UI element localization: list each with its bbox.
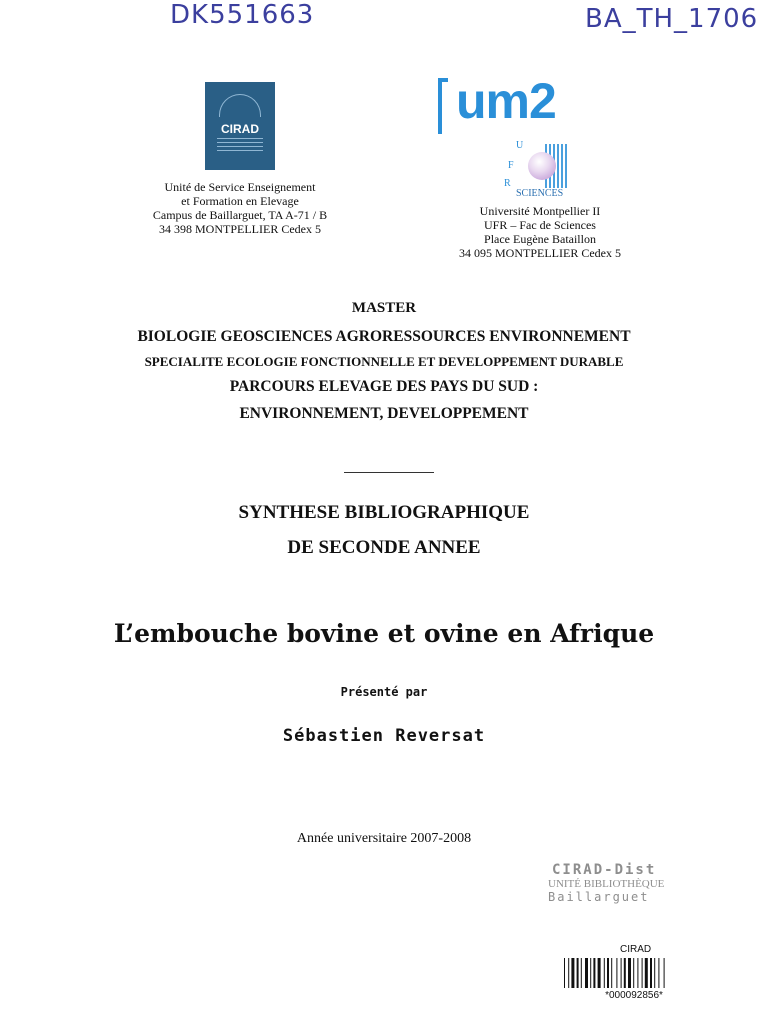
um2-logo-text: um2: [456, 73, 556, 129]
barcode-bar: [637, 958, 638, 988]
stamp-line: Baillarguet: [548, 890, 650, 904]
program-track-subtitle: ENVIRONNEMENT, DEVELOPPEMENT: [239, 405, 529, 422]
stamp-line: UNITÉ BIBLIOTHÈQUE: [548, 878, 665, 890]
barcode-bar: [628, 958, 631, 988]
barcode-bar: [654, 958, 655, 988]
address-line: UFR – Fac de Sciences: [484, 218, 596, 232]
handwritten-reference-left: DK551663: [170, 0, 315, 30]
ufr-letter: F: [508, 160, 514, 171]
barcode-bar: [585, 958, 588, 988]
handwritten-reference-right: BA_TH_1706: [585, 4, 759, 34]
master-heading: MASTER: [351, 300, 417, 316]
stamp-line: CIRAD-Dist: [552, 862, 657, 878]
ufr-letter: U: [516, 140, 524, 151]
barcode-bar: [650, 958, 652, 988]
address-line: 34 398 MONTPELLIER Cedex 5: [159, 222, 321, 236]
program-track: PARCOURS ELEVAGE DES PAYS DU SUD :: [229, 378, 539, 395]
barcode-bar: [633, 958, 634, 988]
barcode-bar: [616, 958, 617, 988]
barcode-bar: [611, 958, 612, 988]
university-address: [420, 204, 660, 260]
document-title: L’embouche bovine et ovine en Afrique: [113, 619, 655, 648]
address-line: Place Eugène Bataillon: [484, 232, 596, 246]
barcode-bar: [604, 958, 605, 988]
presented-by-label: Présenté par: [340, 685, 428, 699]
author-name: Sébastien Reversat: [282, 726, 486, 746]
address-line: Université Montpellier II: [479, 204, 601, 218]
barcode-bar: [607, 958, 609, 988]
um2-logo: [438, 73, 618, 138]
address-line: et Formation en Elevage: [181, 194, 299, 208]
barcode-bar: [593, 958, 595, 988]
barcode-bar: [581, 958, 582, 988]
sciences-label: SCIENCES: [516, 188, 564, 199]
barcode-bar: [571, 958, 574, 988]
ufr-letter: R: [504, 178, 511, 189]
academic-year: Année universitaire 2007-2008: [296, 831, 472, 846]
address-line: 34 095 MONTPELLIER Cedex 5: [459, 246, 621, 260]
sciences-logo-sphere: [528, 152, 556, 180]
cirad-logo-text: CIRAD: [221, 122, 259, 136]
cirad-address: [120, 180, 360, 236]
document-type: SYNTHESE BIBLIOGRAPHIQUE: [238, 502, 530, 523]
barcode: [562, 958, 706, 988]
barcode-bar: [645, 958, 648, 988]
barcode-bar: [624, 958, 626, 988]
barcode-bar: [621, 958, 622, 988]
barcode-bar: [577, 958, 579, 988]
barcode-number: *000092856*: [605, 990, 663, 1001]
program-title: BIOLOGIE GEOSCIENCES AGRORESSOURCES ENVIRONNEMENT: [137, 328, 631, 345]
barcode-bar: [664, 958, 665, 988]
barcode-bar: [564, 958, 565, 988]
barcode-bar: [642, 958, 643, 988]
divider: [344, 472, 434, 473]
program-specialty: SPECIALITE ECOLOGIE FONCTIONNELLE ET DEVELOPPEMENT DURABLE: [144, 354, 624, 369]
cirad-logo: [205, 82, 275, 170]
barcode-label: CIRAD: [620, 944, 652, 955]
address-line: Unité de Service Enseignement: [164, 180, 316, 194]
barcode-bar: [590, 958, 591, 988]
barcode-bar: [598, 958, 601, 988]
barcode-bar: [658, 958, 659, 988]
address-line: Campus de Baillarguet, TA A-71 / B: [152, 208, 328, 222]
barcode-bar: [568, 958, 569, 988]
document-year-level: DE SECONDE ANNEE: [287, 537, 481, 558]
library-stamp: [540, 862, 710, 904]
